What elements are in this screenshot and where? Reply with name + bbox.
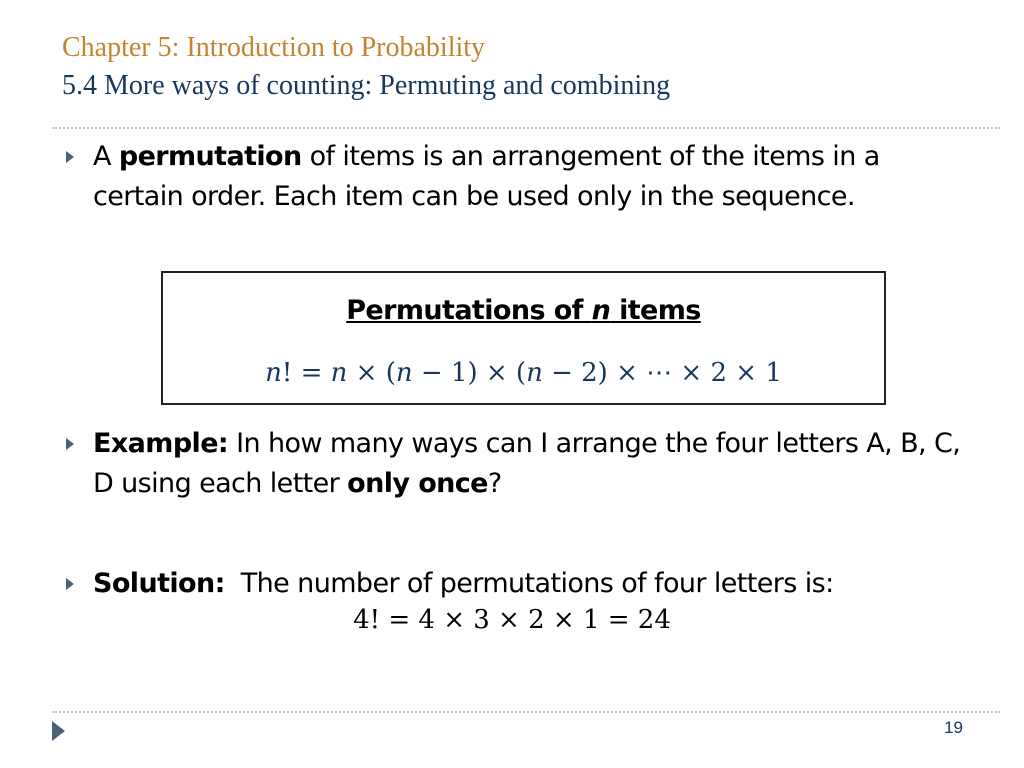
formula-op: × ( <box>347 358 396 388</box>
page-number: 19 <box>944 718 963 737</box>
definition-term: permutation <box>118 141 302 172</box>
example-text: In how many ways can I arrange the four letters A, B, C, D using each letter <box>93 428 961 499</box>
footer-divider <box>52 711 1000 713</box>
formula-var: n <box>395 358 413 388</box>
factorial-formula <box>163 358 884 388</box>
example-label: Example: <box>93 428 229 459</box>
formula-heading <box>163 295 884 326</box>
bullet-arrow-icon <box>66 438 74 450</box>
example-emphasis: only once <box>347 468 488 499</box>
formula-var: n <box>330 358 348 388</box>
formula-op: ! = <box>281 358 331 388</box>
bullet-arrow-icon <box>66 578 74 590</box>
definition-prefix: A <box>93 141 119 172</box>
permutation-definition <box>93 137 973 217</box>
solution-label: Solution: <box>93 568 225 599</box>
heading-variable: n <box>591 295 611 326</box>
section-title: 5.4 More ways of counting: Permuting and combining <box>62 70 671 101</box>
solution-text: The number of permutations of four letters is: <box>224 568 834 599</box>
formula-var: n <box>526 358 543 388</box>
heading-text: Permutations of <box>346 295 592 326</box>
example-question <box>93 424 973 504</box>
solution-equation: 4! = 4 × 3 × 2 × 1 = 24 <box>353 605 671 635</box>
chapter-title: Chapter 5: Introduction to Probability <box>62 32 486 63</box>
formula-var: n <box>265 358 282 388</box>
solution-statement <box>93 564 973 604</box>
header-divider <box>52 127 1000 129</box>
formula-op: − 1) × ( <box>412 358 527 388</box>
formula-box <box>161 271 886 405</box>
footer-arrow-icon <box>52 721 65 741</box>
bullet-arrow-icon <box>66 151 74 163</box>
formula-op: − 2) × ⋯ × 2 × 1 <box>542 358 782 388</box>
example-text-end: ? <box>487 468 502 499</box>
heading-text-end: items <box>610 295 701 326</box>
definition-text: of items is an arrangement of the items in a certain order. Each item can be used only in the sequence. <box>93 141 880 212</box>
